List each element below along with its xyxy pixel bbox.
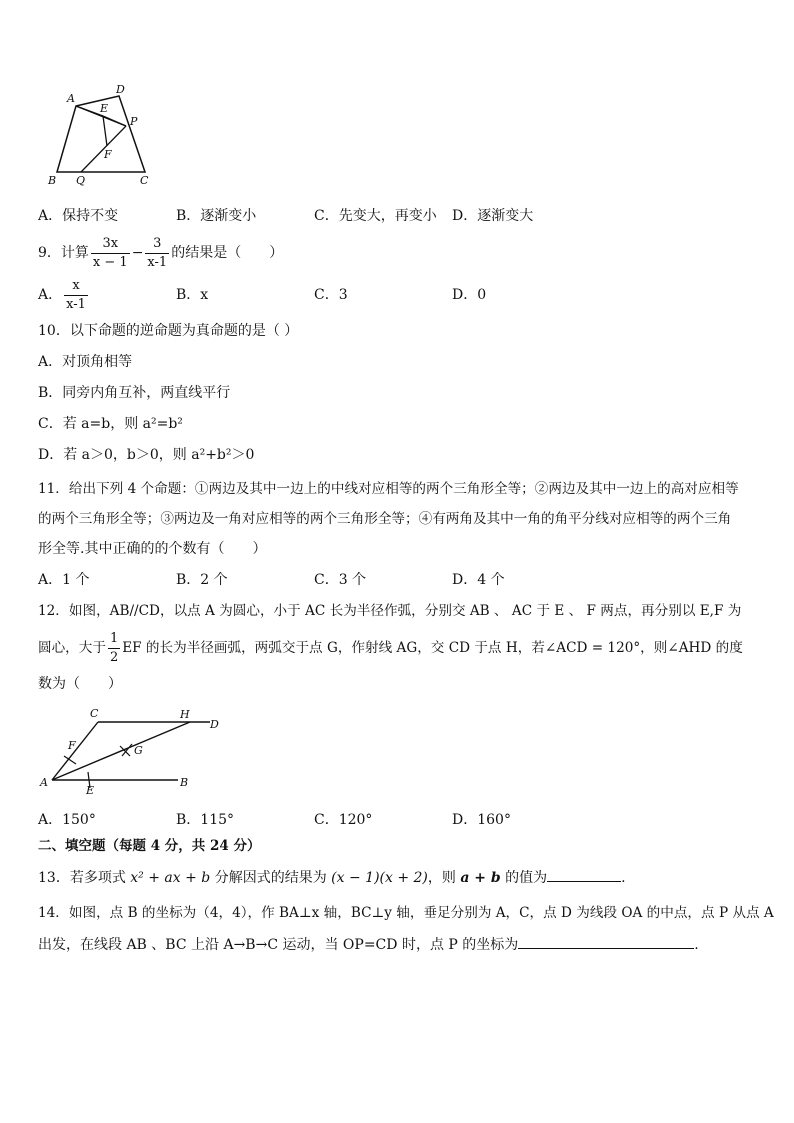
q9-fraction-1-numerator: 3x <box>91 236 130 254</box>
q12-line-2-start: 圆心，大于 <box>38 640 106 656</box>
q8-option-b: B．逐渐变小 <box>176 208 257 224</box>
q12-line-2 <box>38 628 743 668</box>
q12-half-fraction <box>108 631 120 666</box>
q13-stem <box>38 867 626 888</box>
q11-option-a: A．1 个 <box>38 572 90 588</box>
q9-stem <box>38 234 283 272</box>
q13-polynomial: x² + ax + b <box>130 870 211 886</box>
q8-segment-ef <box>103 116 107 146</box>
q12-label-d: D <box>210 718 219 731</box>
q11-line-2: 的两个三角形全等；③两边及一角对应相等的两个三角形全等；④有两角及其中一角的角平分线对应相等的两个三角 <box>38 511 732 527</box>
q12-half-numerator: 1 <box>108 631 120 649</box>
q9-suffix: 的结果是（ ） <box>171 245 284 261</box>
q9-option-b: B．x <box>176 287 209 303</box>
section-2-heading: 二、填空题（每题 4 分，共 24 分） <box>38 838 261 854</box>
q9-fraction-1 <box>91 236 130 271</box>
q13-answer-blank[interactable] <box>547 867 621 882</box>
q10-option-c: C．若 a=b，则 a²=b² <box>38 416 183 432</box>
q12-line-1: 12．如图，AB//CD，以点 A 为圆心，小于 AC 长为半径作弧，分别交 AB 、 AC 于 E 、 F 两点，再分别以 E,F 为 <box>38 603 742 619</box>
q12-half-denominator: 2 <box>109 650 119 665</box>
q12-option-c: C．120° <box>314 812 373 828</box>
q14-answer-blank[interactable] <box>518 934 694 949</box>
q12-option-a: A．150° <box>38 812 96 828</box>
q8-label-e: E <box>100 102 109 115</box>
q10-stem: 10．以下命题的逆命题为真命题的是（ ） <box>38 323 299 339</box>
q8-option-a: A．保持不变 <box>38 208 119 224</box>
q8-label-a: A <box>67 92 75 105</box>
q14-line-1: 14．如图，点 B 的坐标为（4，4），作 BA⊥x 轴，BC⊥y 轴，垂足分别为 A，C，点 D 为线段 OA 的中点，点 P 从点 A <box>38 905 774 921</box>
q8-label-c: C <box>140 174 149 187</box>
q12-line-2-end: EF 的长为半径画弧，两弧交于点 G，作射线 AG，交 CD 于点 H，若∠ACD = 120°，则∠AHD 的度 <box>122 640 743 656</box>
q13-a-plus-b: a + b <box>460 870 501 886</box>
q8-option-d: D．逐渐变大 <box>452 208 534 224</box>
q14-line-2-text: 出发，在线段 AB 、BC 上沿 A→B→C 运动，当 OP=CD 时，点 P 的坐标为 <box>38 937 519 953</box>
q9-option-a-fraction <box>64 278 88 313</box>
q12-label-a: A <box>40 776 48 789</box>
q9-fraction-2-denominator: x-1 <box>147 254 168 270</box>
q9-option-a-label: A． <box>38 287 63 303</box>
q12-label-c: C <box>90 707 99 720</box>
q10-option-a: A．对顶角相等 <box>38 354 133 370</box>
q9-option-a-numerator: x <box>64 278 88 296</box>
q8-label-f: F <box>104 148 112 161</box>
q8-label-b: B <box>48 174 57 187</box>
q11-option-b: B．2 个 <box>176 572 228 588</box>
q8-option-c: C．先变大，再变小 <box>314 208 437 224</box>
q12-label-b: B <box>180 776 189 789</box>
q13-then: ，则 <box>427 870 456 886</box>
q13-value-of: 的值为 <box>505 870 548 886</box>
q12-label-g: G <box>134 744 143 757</box>
q13-middle: 分解因式的结果为 <box>214 870 327 886</box>
q10-option-d: D．若 a＞0，b＞0，则 a²+b²＞0 <box>38 447 255 463</box>
q9-fraction-1-denominator: x − 1 <box>92 254 128 270</box>
q13-factorization: (x − 1)(x + 2) <box>331 870 428 886</box>
q14-line-2 <box>38 934 699 955</box>
q12-label-e: E <box>86 784 95 797</box>
q9-option-c: C．3 <box>314 287 348 303</box>
q9-prefix: 9．计算 <box>38 245 89 261</box>
q9-option-a-denominator: x-1 <box>66 296 86 312</box>
q12-option-b: B．115° <box>176 812 235 828</box>
q9-minus: − <box>131 245 144 261</box>
q12-label-h: H <box>180 708 190 721</box>
q8-label-d: D <box>116 83 125 96</box>
q11-option-d: D．4 个 <box>452 572 505 588</box>
q8-trapezoid-figure <box>40 80 160 190</box>
q11-line-3: 形全等.其中正确的的个数有（ ） <box>38 541 267 557</box>
q8-label-p: P <box>130 115 138 128</box>
q9-option-a <box>38 276 90 314</box>
q10-option-b: B．同旁内角互补，两直线平行 <box>38 385 231 401</box>
q11-line-1: 11．给出下列 4 个命题：①两边及其中一边上的中线对应相等的两个三角形全等；②两边及其中一边上的高对应相等 <box>38 481 739 497</box>
q12-line-3: 数为（ ） <box>38 676 122 692</box>
q9-fraction-2 <box>145 236 169 271</box>
q12-label-f: F <box>68 739 76 752</box>
q11-option-c: C．3 个 <box>314 572 367 588</box>
q9-option-d: D．0 <box>452 287 487 303</box>
q12-option-d: D．160° <box>452 812 511 828</box>
q8-label-q: Q <box>76 174 86 187</box>
q12-parallel-figure <box>38 706 238 798</box>
q13-period: . <box>621 870 626 886</box>
q13-prefix: 13．若多项式 <box>38 870 126 886</box>
q14-period: . <box>694 937 699 953</box>
q9-fraction-2-numerator: 3 <box>145 236 169 254</box>
